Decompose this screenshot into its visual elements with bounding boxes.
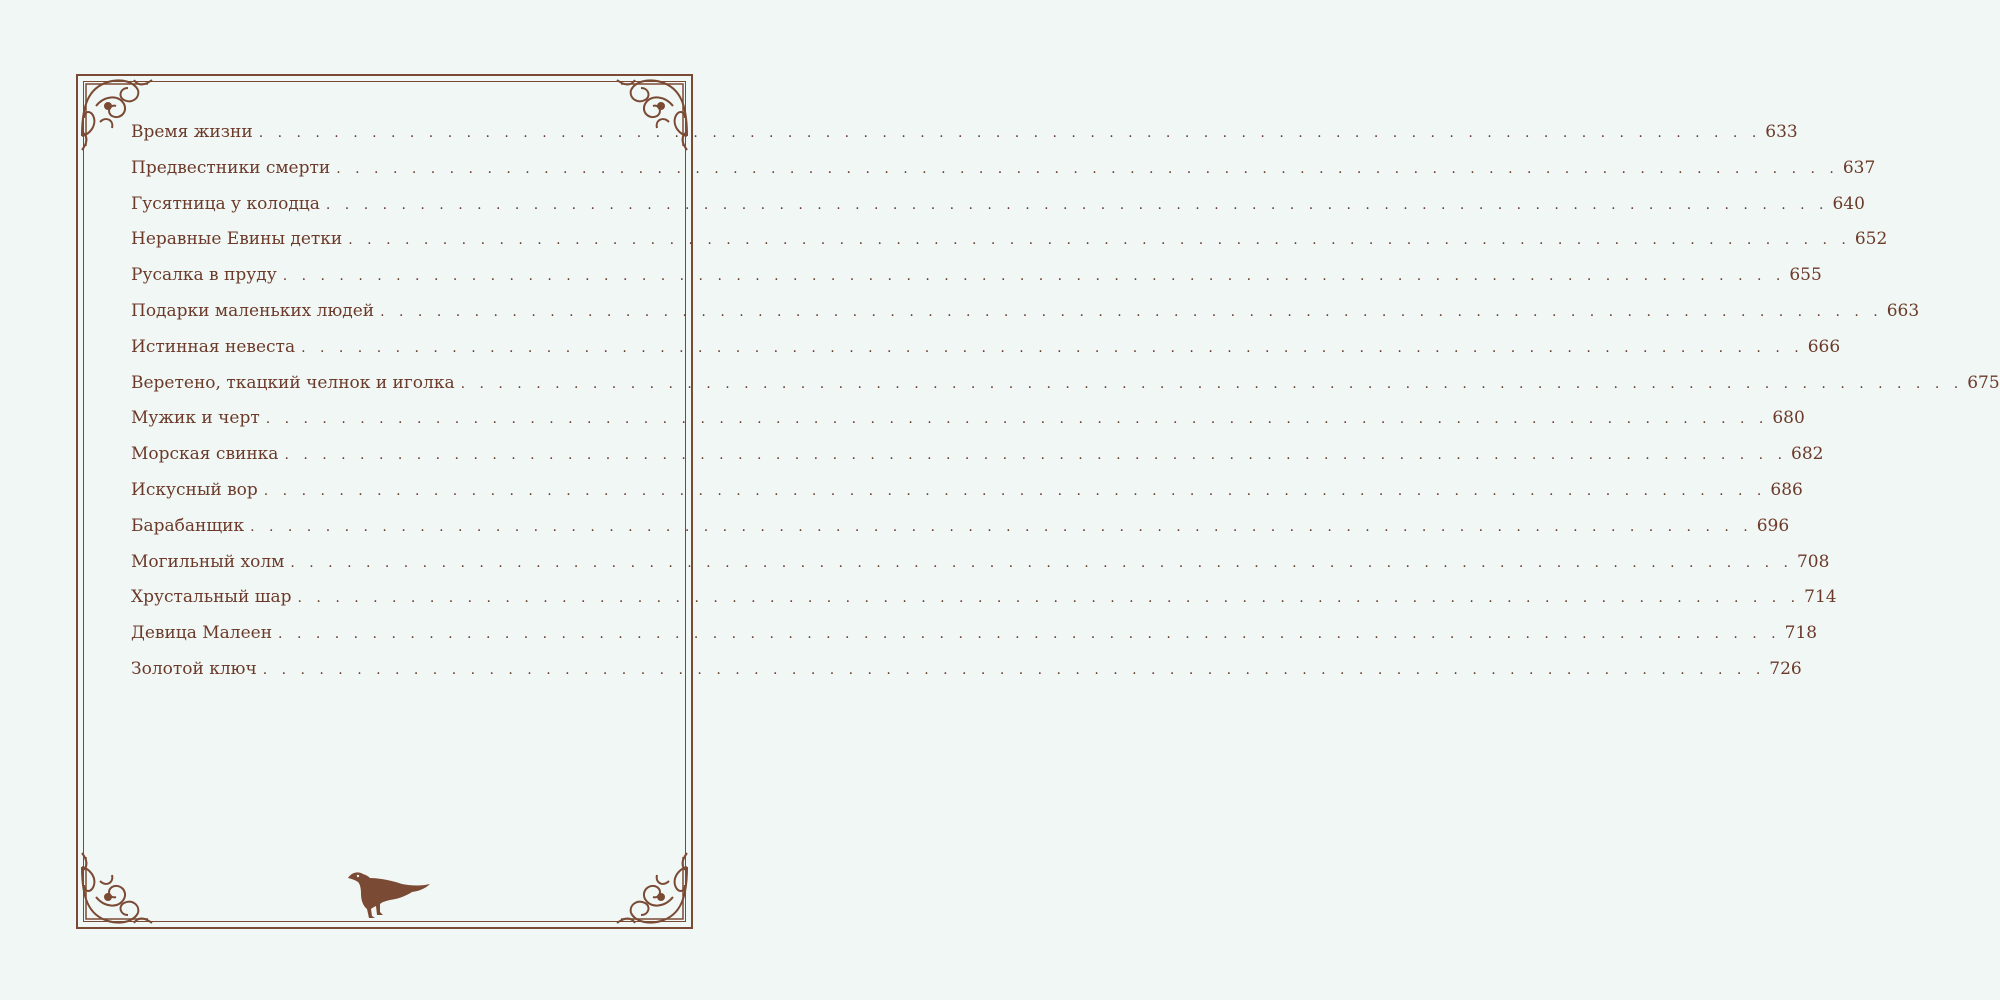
toc-entry-page: 652 [1854,229,1888,250]
toc-entry-title: Предвестники смерти [131,157,331,178]
toc-entry[interactable] [131,587,1837,623]
toc-entry-page: 714 [1804,587,1837,608]
corner-ornament-bottom-right-icon [613,849,691,927]
toc-dot-leader: . . . . . . . . . . . . . . . . . . . . . . . . . . . . . . . . . . . . . . . . . . . . . . . . . . . . . . . . . . . . . . . . . . . . . . . . . . . . . . . . [278,626,1781,643]
toc-dot-leader: . . . . . . . . . . . . . . . . . . . . . . . . . . . . . . . . . . . . . . . . . . . . . . . . . . . . . . . . . . . . . . . . . . . . . . . . . . . . . . . . [265,411,1769,428]
toc-entry[interactable] [131,658,1802,695]
toc-entry-title: Искусный вор [131,479,258,500]
toc-entry[interactable] [131,122,1798,158]
toc-entry[interactable] [131,444,1824,480]
toc-entry[interactable] [131,193,1865,230]
toc-entry-title: Гусятница у колодца [131,193,320,214]
toc-dot-leader: . . . . . . . . . . . . . . . . . . . . . . . . . . . . . . . . . . . . . . . . . . . . . . . . . . . . . . . . . . . . . . . . . . . . . . . . . . . . . . . . [263,482,1767,499]
toc-entry[interactable] [131,157,1876,194]
toc-entry-page: 655 [1789,265,1822,286]
toc-entry-page: 637 [1842,157,1876,178]
toc-dot-leader: . . . . . . . . . . . . . . . . . . . . . . . . . . . . . . . . . . . . . . . . . . . . . . . . . . . . . . . . . . . . . . . . . . . . . . . . . . . . . . . . [336,160,1839,177]
toc-entry-title: Подарки маленьких людей [131,300,375,321]
toc-entry-page: 696 [1756,515,1790,536]
toc-entry-page: 682 [1791,444,1824,465]
toc-dot-leader: . . . . . . . . . . . . . . . . . . . . . . . . . . . . . . . . . . . . . . . . . . . . . . . . . . . . . . . . . . . . . . . . . . . . . . . . . . . . . . . . [258,125,1762,141]
toc-dot-leader: . . . . . . . . . . . . . . . . . . . . . . . . . . . . . . . . . . . . . . . . . . . . . . . . . . . . . . . . . . . . . . . . . . . . . . . . . . . . . . . . [301,339,1804,356]
toc-entry-title: Время жизни [131,122,253,142]
toc-dot-leader: . . . . . . . . . . . . . . . . . . . . . . . . . . . . . . . . . . . . . . . . . . . . . . . . . . . . . . . . . . . . . . . . . . . . . . . . . . . . . . . . [348,232,1851,249]
toc-entry[interactable] [131,265,1822,301]
toc-entry-title: Хрустальный шар [131,587,292,608]
toc-entry[interactable] [131,479,1803,516]
toc-entry-page: 726 [1769,658,1802,679]
toc-dot-leader: . . . . . . . . . . . . . . . . . . . . . . . . . . . . . . . . . . . . . . . . . . . . . . . . . . . . . . . . . . . . . . . . . . . . . . . . . . . . . . . . [297,590,1801,607]
toc-entry-page: 633 [1765,122,1798,142]
toc-dot-leader: . . . . . . . . . . . . . . . . . . . . . . . . . . . . . . . . . . . . . . . . . . . . . . . . . . . . . . . . . . . . . . . . . . . . . . . . . . . . . . . . [290,554,1793,571]
toc-entry-title: Морская свинка [131,444,279,465]
toc-entry[interactable] [131,336,1841,373]
toc-entry-title: Неравные Евины детки [131,229,343,250]
toc-entry[interactable] [131,515,1790,552]
toc-dot-leader: . . . . . . . . . . . . . . . . . . . . . . . . . . . . . . . . . . . . . . . . . . . . . . . . . . . . . . . . . . . . . . . . . . . . . . . . . . . . . . . . [284,447,1788,464]
corner-ornament-bottom-left-icon [78,849,156,927]
toc-entry[interactable] [131,551,1830,588]
toc-entry-page: 675 [1967,372,2000,393]
toc-entry[interactable] [131,372,2000,409]
toc-entry-title: Истинная невеста [131,336,296,357]
toc-entry-page: 708 [1796,551,1830,572]
toc-entry[interactable] [131,623,1818,659]
toc-entry-page: 663 [1886,300,1920,321]
toc-dot-leader: . . . . . . . . . . . . . . . . . . . . . . . . . . . . . . . . . . . . . . . . . . . . . . . . . . . . . . . . . . . . . . . . . . . . . . . . . . . . . . . . [325,196,1829,213]
toc-entry[interactable] [131,300,1920,337]
toc-entry[interactable] [131,229,1888,265]
toc-entry-title: Веретено, ткацкий челнок и иголка [131,372,455,393]
toc-entry-page: 666 [1807,336,1841,357]
toc-entry[interactable] [131,408,1805,444]
toc-entry-title: Девица Малеен [131,623,273,644]
toc-entry-page: 718 [1784,623,1818,644]
toc-entry-page: 640 [1832,193,1865,214]
toc-entry-page: 686 [1770,479,1803,500]
toc-dot-leader: . . . . . . . . . . . . . . . . . . . . . . . . . . . . . . . . . . . . . . . . . . . . . . . . . . . . . . . . . . . . . . . . . . . . . . . . . . . . . . . . [250,518,1753,535]
toc-entry-title: Барабанщик [131,515,245,536]
toc-dot-leader: . . . . . . . . . . . . . . . . . . . . . . . . . . . . . . . . . . . . . . . . . . . . . . . . . . . . . . . . . . . . . . . . . . . . . . . . . . . . . . . . [282,268,1786,285]
table-of-contents [131,122,2000,695]
toc-entry-page: 680 [1772,408,1805,429]
toc-entry-title: Могильный холм [131,551,285,572]
toc-entry-title: Мужик и черт [131,408,260,429]
toc-entry-title: Русалка в пруду [131,265,277,286]
toc-dot-leader: . . . . . . . . . . . . . . . . . . . . . . . . . . . . . . . . . . . . . . . . . . . . . . . . . . . . . . . . . . . . . . . . . . . . . . . . . . . . . . . . [262,661,1766,678]
crow-icon [346,866,432,922]
toc-dot-leader: . . . . . . . . . . . . . . . . . . . . . . . . . . . . . . . . . . . . . . . . . . . . . . . . . . . . . . . . . . . . . . . . . . . . . . . . . . . . . . . . [460,375,1964,392]
toc-dot-leader: . . . . . . . . . . . . . . . . . . . . . . . . . . . . . . . . . . . . . . . . . . . . . . . . . . . . . . . . . . . . . . . . . . . . . . . . . . . . . . . . [380,303,1883,320]
toc-entry-title: Золотой ключ [131,658,257,679]
